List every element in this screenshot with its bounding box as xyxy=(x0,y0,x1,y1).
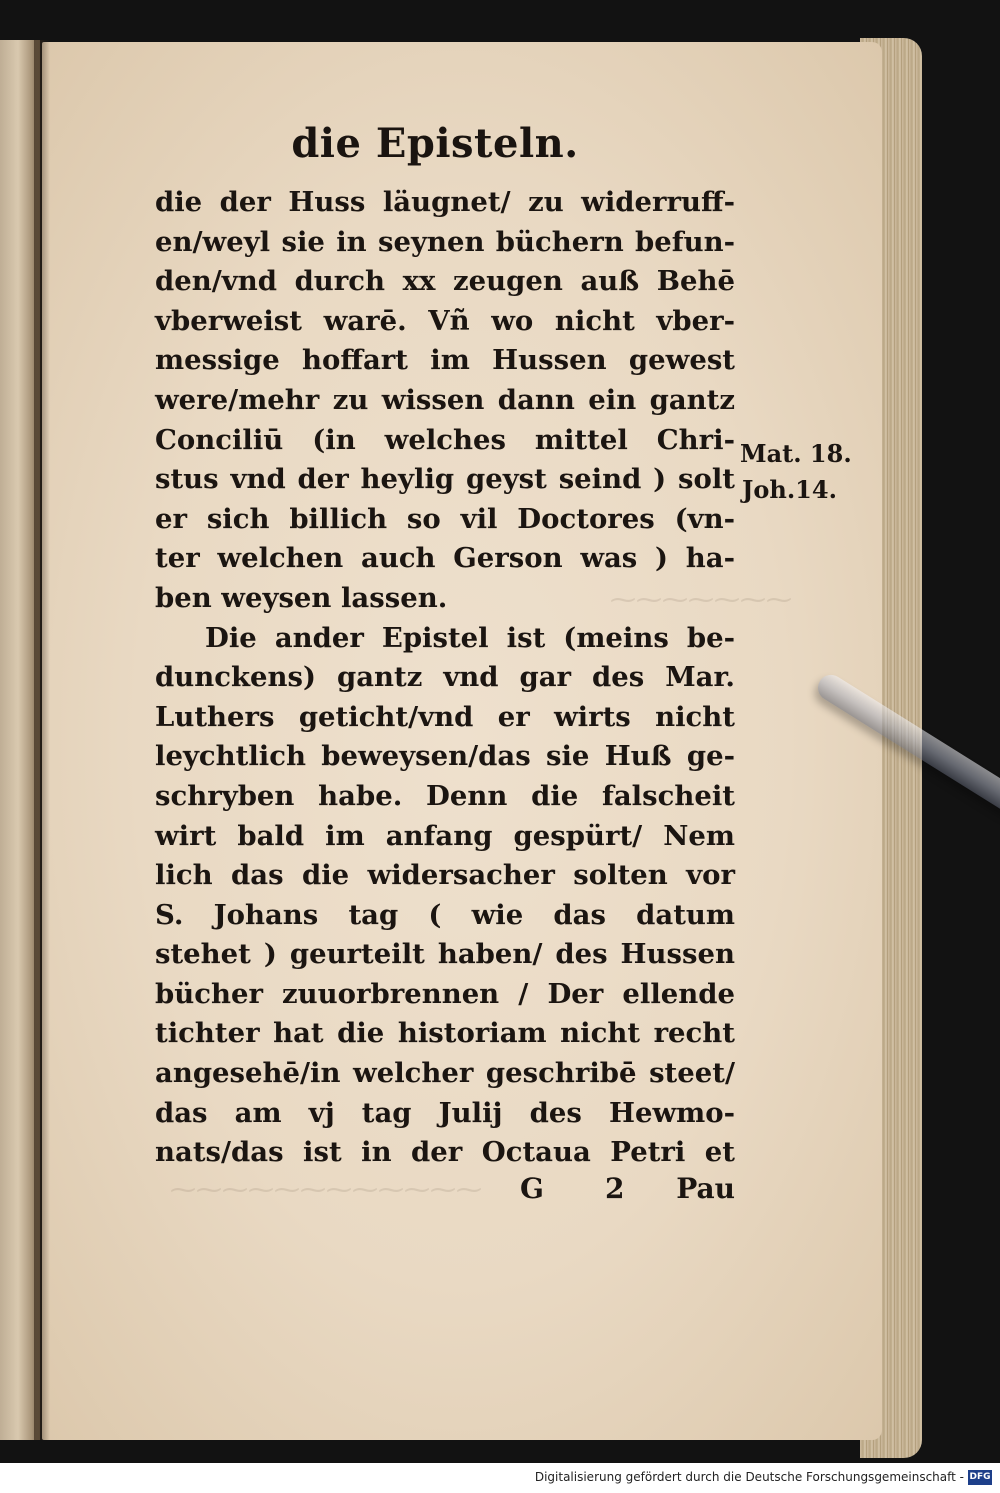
funding-credit: Digitalisierung gefördert durch die Deutsche Forschungsgemeinschaft - xyxy=(534,1470,964,1484)
text-line: den/vnd durch xx zeugen auß Behē xyxy=(155,265,735,298)
text-line: messige hoffart im Hussen gewest xyxy=(155,344,735,377)
text-line: Die ander Epistel ist (meins be- xyxy=(205,621,735,654)
sheet-number: 2 xyxy=(605,1172,625,1205)
marginal-note: Joh.14. xyxy=(742,475,837,504)
text-line: S. Johans tag ( wie das datum xyxy=(155,898,735,931)
text-line: schryben habe. Denn die falscheit xyxy=(155,779,735,812)
running-head: die Episteln. xyxy=(291,120,579,167)
bleed-through-mark: ⁓⁓⁓⁓⁓⁓⁓⁓⁓⁓⁓⁓ xyxy=(170,1175,482,1205)
text-line: nats/das ist in der Octaua Petri et xyxy=(155,1136,735,1169)
text-line: stus vnd der heylig geyst seind ) solt xyxy=(155,463,735,496)
gutter-shadow xyxy=(34,40,50,1440)
marginal-notes xyxy=(740,436,852,508)
bleed-through-mark: ⁓⁓⁓⁓⁓⁓⁓ xyxy=(610,585,792,615)
dfg-logo-icon: DFG xyxy=(968,1470,992,1485)
footer-bar xyxy=(0,1463,1000,1493)
text-line: Conciliū (in welches mittel Chri- xyxy=(155,423,735,456)
text-line: das am vj tag Julij des Hewmo- xyxy=(155,1096,735,1129)
text-line: were/mehr zu wissen dann ein gantz xyxy=(155,383,735,416)
text-line: er sich billich so vil Doctores (vn- xyxy=(155,502,735,535)
catchword: Pau xyxy=(676,1172,735,1205)
text-line: Luthers geticht/vnd er wirts nicht xyxy=(155,700,735,733)
text-line: ben weysen lassen. xyxy=(155,581,448,614)
text-line: bücher zuuorbrennen / Der ellende xyxy=(155,977,735,1010)
text-line: en/weyl sie in seynen büchern befun- xyxy=(155,225,735,258)
text-line: stehet ) geurteilt haben/ des Hussen xyxy=(155,938,735,971)
text-line: leychtlich beweysen/das sie Huß ge- xyxy=(155,740,735,773)
text-line: wirt bald im anfang gespürt/ Nem xyxy=(155,819,735,852)
signature-mark: G xyxy=(520,1172,544,1205)
marginal-note: Mat. 18. xyxy=(740,439,852,468)
text-line: lich das die widersacher solten vor xyxy=(155,859,735,892)
text-line: dunckens) gantz vnd gar des Mar. xyxy=(155,661,735,694)
text-line: ter welchen auch Gerson was ) ha- xyxy=(155,542,735,575)
text-line: tichter hat die historiam nicht recht xyxy=(155,1017,735,1050)
text-line: vberweist warē. Vñ wo nicht vber- xyxy=(155,304,735,337)
text-line: angesehē/in welcher geschribē steet/ xyxy=(155,1057,735,1090)
text-line: die der Huss läugnet/ zu widerruff- xyxy=(155,186,735,218)
body-text xyxy=(155,183,735,1173)
